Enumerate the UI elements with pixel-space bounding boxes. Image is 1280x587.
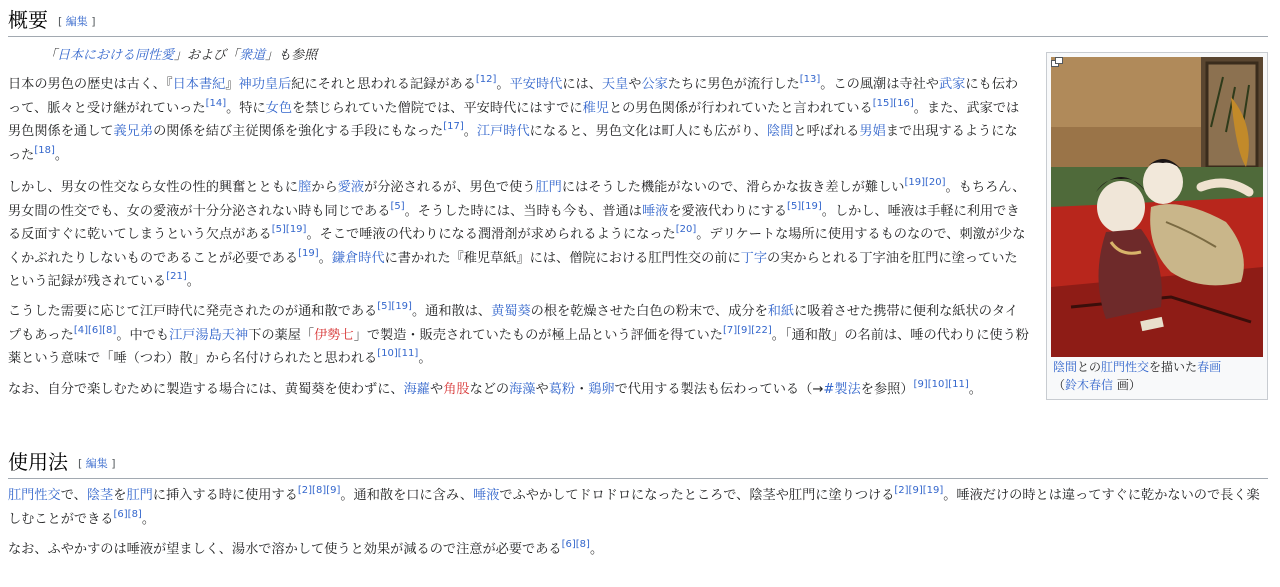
citation[interactable]: [19]	[298, 247, 319, 259]
link-gikyodai[interactable]: 義兄弟	[113, 124, 154, 140]
citation[interactable]: [6][8]	[561, 539, 590, 550]
link-daeki[interactable]: 唾液	[641, 203, 669, 219]
citation[interactable]: [14]	[205, 97, 227, 109]
citation[interactable]: [6][8]	[113, 508, 142, 520]
paragraph-usage-note: なお、ふやかすのは唾液が望ましく、湯水で溶かして使うと効果が減るので注意が必要である[6][8]。	[8, 539, 604, 557]
paragraph-lubrication: しかし、男女の性交なら女性の性的興奮とともに膣から愛液が分泌されるが、男色で使う肛門にはそうした機能がないので、滑らかな抜き差しが難しい[19][20]。もちろん、男女間の性交でも、女の愛液が十分分泌されない時も同じである[5]。そうした時には、当時も今も、普通は唾液を愛液代わりにする[5][19]。しかし、唾液は手軽に利用できる反面すぐに乾いてしまうという欠点がある[5][19]。そこで唾液の代わりになる潤滑剤が求められるようになった[20]。デリケートな場所に使用するものなので、刺激が少なくかぶれたりしないものであることが必要である[19]。鎌倉時代に書かれた『稚児草紙』には、僧院における肛門性交の前に丁字の実からとれる丁字油を肛門に塗っていたという記録が残されている[21]。	[8, 177, 1026, 290]
link-iseshichi[interactable]: 伊勢七	[314, 327, 354, 343]
link-seiho-section[interactable]: #製法	[823, 382, 861, 397]
link-heian[interactable]: 平安時代	[509, 77, 563, 92]
citation[interactable]: [10][11]	[377, 348, 419, 360]
shunga-image[interactable]	[1051, 57, 1263, 357]
link-chitsu[interactable]: 膣	[298, 180, 312, 195]
link-komon[interactable]: 肛門	[126, 488, 153, 503]
caption-link-anal-sex[interactable]: 肛門性交	[1101, 360, 1150, 374]
section-title: 使用法	[8, 450, 68, 474]
citation[interactable]: [15][16]	[872, 97, 914, 109]
caption-link-shunga[interactable]: 春画	[1197, 360, 1222, 374]
paragraph-homemade: なお、自分で楽しむために製造する場合には、黄蜀葵を使わずに、海蘿や角股などの海藻や葛粉・鶏卵で代用する製法も伝わっている（→#製法を参照）[9][10][11]。	[8, 379, 982, 397]
link-funori[interactable]: 海蘿	[403, 382, 430, 397]
citation[interactable]: [4][6][8]	[73, 324, 117, 336]
link-joshoku[interactable]: 女色	[265, 100, 293, 116]
edit-section-link: [ 編集 ]	[78, 457, 116, 470]
citation[interactable]: [13]	[799, 74, 821, 85]
figure-thumbnail	[1046, 52, 1268, 400]
hatnote-link-homosexuality-japan[interactable]: 日本における同性愛	[57, 48, 175, 63]
link-choji[interactable]: 丁字	[740, 250, 768, 266]
figure-caption: 陰間との肛門性交を描いた春画 （鈴木春信 画）	[1053, 360, 1222, 392]
citation[interactable]: [12]	[475, 74, 497, 85]
hatnote: 「日本における同性愛」および「衆道」も参照	[44, 48, 318, 63]
link-keiran[interactable]: 鶏卵	[588, 382, 615, 397]
link-edo[interactable]: 江戸時代	[476, 124, 530, 140]
paragraph-tsuwasan: こうした需要に応じて江戸時代に発売されたのが通和散である[5][19]。通和散は、黄蜀葵の根を乾燥させた白色の粉末で、成分を和紙に吸着させた携帯に便利な紙状のタイプもあった[4][6][8]。中でも江戸湯島天神下の薬屋「伊勢七」で製造・販売されていたものが極上品という評価を得ていた[7][9][22]。「通和散」の名前は、唾の代わりに使う粉薬という意味で「唾（つわ）散」から名付けられたと思われる[10][11]。	[8, 301, 1029, 367]
edit-link[interactable]: 編集	[85, 457, 108, 470]
link-inkei[interactable]: 陰茎	[86, 488, 114, 503]
link-chigo[interactable]: 稚児	[582, 100, 609, 116]
paragraph-history: 日本の男色の歴史は古く、『日本書紀』神功皇后紀にそれと思われる記録がある[12]。平安時代には、天皇や公家たちに男色が流行した[13]。この風潮は寺社や武家にも伝わって、脈々と受け継がれていった[14]。特に女色を禁じられていた僧院では、平安時代にはすでに稚児との男色関係が行われていたと言われている[15][16]。また、武家では男色関係を通して義兄弟の関係を結び主従関係を強化する手段にもなった[17]。江戸時代になると、男色文化は町人にも広がり、陰間と呼ばれる男娼まで出現するようになった[18]。	[8, 74, 1020, 163]
section-title: 概要	[8, 8, 48, 32]
citation[interactable]: [5][19]	[787, 200, 822, 212]
link-tsunomata[interactable]: 角股	[443, 382, 470, 397]
link-kaiso[interactable]: 海藻	[509, 382, 536, 397]
link-kuge[interactable]: 公家	[641, 77, 668, 92]
link-kagema[interactable]: 陰間	[767, 124, 794, 140]
citation[interactable]: [17]	[443, 121, 464, 133]
link-yushima-tenjin[interactable]: 江戸湯島天神	[169, 327, 249, 343]
hatnote-link-shudo[interactable]: 衆道	[239, 48, 266, 63]
citation[interactable]: [18]	[34, 144, 55, 156]
citation[interactable]: [2][9][19]	[894, 485, 944, 496]
link-kamakura[interactable]: 鎌倉時代	[331, 250, 385, 266]
citation[interactable]: [5]	[390, 200, 405, 212]
link-tenno[interactable]: 天皇	[601, 77, 629, 92]
link-daeki[interactable]: 唾液	[473, 488, 500, 503]
caption-link-suzuki-harunobu[interactable]: 鈴木春信	[1065, 378, 1114, 392]
paragraph-usage: 肛門性交で、陰茎を肛門に挿入する時に使用する[2][8][9]。通和散を口に含み、唾液でふやかしてドロドロになったところで、陰茎や肛門に塗りつける[2][9][19]。唾液だけの時とは違ってすぐに乾かないので長く楽しむことができる[6][8]。	[8, 485, 1260, 527]
citation[interactable]: [9][10][11]	[913, 379, 969, 390]
section-heading-usage	[8, 448, 1268, 479]
caption-link-kagema[interactable]: 陰間	[1053, 360, 1078, 374]
section-heading-overview	[8, 6, 1268, 37]
link-jingu-kogo[interactable]: 神功皇后	[238, 77, 292, 92]
citation[interactable]: [5][19]	[377, 301, 412, 312]
citation[interactable]: [21]	[166, 271, 187, 283]
citation[interactable]: [5][19]	[271, 224, 307, 236]
link-washi[interactable]: 和紙	[767, 304, 795, 319]
link-kuzuko[interactable]: 葛粉	[548, 382, 576, 397]
link-dansho[interactable]: 男娼	[859, 124, 886, 140]
citation[interactable]: [2][8][9]	[297, 485, 341, 496]
link-aieki[interactable]: 愛液	[337, 180, 365, 195]
edit-link[interactable]: 編集	[65, 15, 88, 28]
magnify-icon[interactable]	[1051, 57, 1063, 67]
link-anal-sex[interactable]: 肛門性交	[8, 488, 61, 503]
link-tororoaoi[interactable]: 黄蜀葵	[491, 304, 531, 319]
citation[interactable]: [20]	[675, 224, 697, 236]
link-komon[interactable]: 肛門	[535, 180, 562, 195]
edit-section-link: [ 編集 ]	[58, 15, 96, 28]
link-buke[interactable]: 武家	[938, 77, 966, 92]
citation[interactable]: [7][9][22]	[722, 324, 772, 336]
citation[interactable]: [19][20]	[904, 177, 946, 188]
link-nihon-shoki[interactable]: 日本書紀	[172, 77, 226, 92]
